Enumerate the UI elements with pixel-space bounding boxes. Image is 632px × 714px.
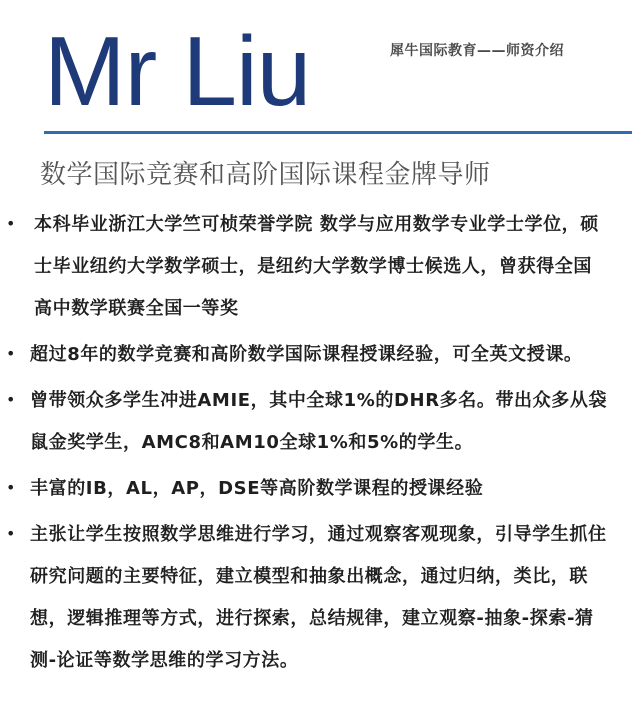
teacher-name: Mr Liu	[44, 16, 311, 126]
bio-item-philosophy	[0, 514, 632, 682]
header	[0, 0, 632, 140]
bio-item-text: 主张让学生按照数学思维进行学习，通过观察客观现象，引导学生抓住研究问题的主要特征，建立模型和抽象出概念，通过归纳，类比，联想，逻辑推理等方式，进行探索，总结规律，建立观察-抽象-探索-猜测-论证等数学思维的学习方法。	[30, 524, 607, 671]
bio-item-text: 本科毕业浙江大学竺可桢荣誉学院 数学与应用数学专业学士学位，硕士毕业纽约大学数学硕士，是纽约大学数学博士候选人，曾获得全国高中数学联赛全国一等奖	[34, 214, 599, 319]
bio-item-text: 曾带领众多学生冲进AMIE，其中全球1%的DHR多名。带出众多从袋鼠金奖学生，AMC8和AM10全球1%和5%的学生。	[30, 390, 608, 453]
bio-item-text: 超过8年的数学竞赛和高阶数学国际课程授课经验，可全英文授课。	[30, 344, 583, 365]
teacher-subtitle: 数学国际竞赛和高阶国际课程金牌导师	[40, 160, 491, 190]
bio-list	[0, 204, 632, 686]
header-divider	[44, 131, 632, 134]
bullet-icon: •	[6, 478, 16, 497]
bio-item-curricula	[0, 468, 632, 510]
bio-item-experience	[0, 334, 632, 376]
bio-item-achievements	[0, 380, 632, 464]
organization-tagline: 犀牛国际教育——师资介绍	[390, 43, 564, 59]
bullet-icon: •	[6, 524, 16, 543]
bullet-icon: •	[6, 390, 16, 409]
bullet-icon: •	[6, 214, 16, 233]
bio-item-education	[0, 204, 632, 330]
bio-item-text: 丰富的IB，AL，AP，DSE等高阶数学课程的授课经验	[30, 478, 484, 499]
bullet-icon: •	[6, 344, 16, 363]
